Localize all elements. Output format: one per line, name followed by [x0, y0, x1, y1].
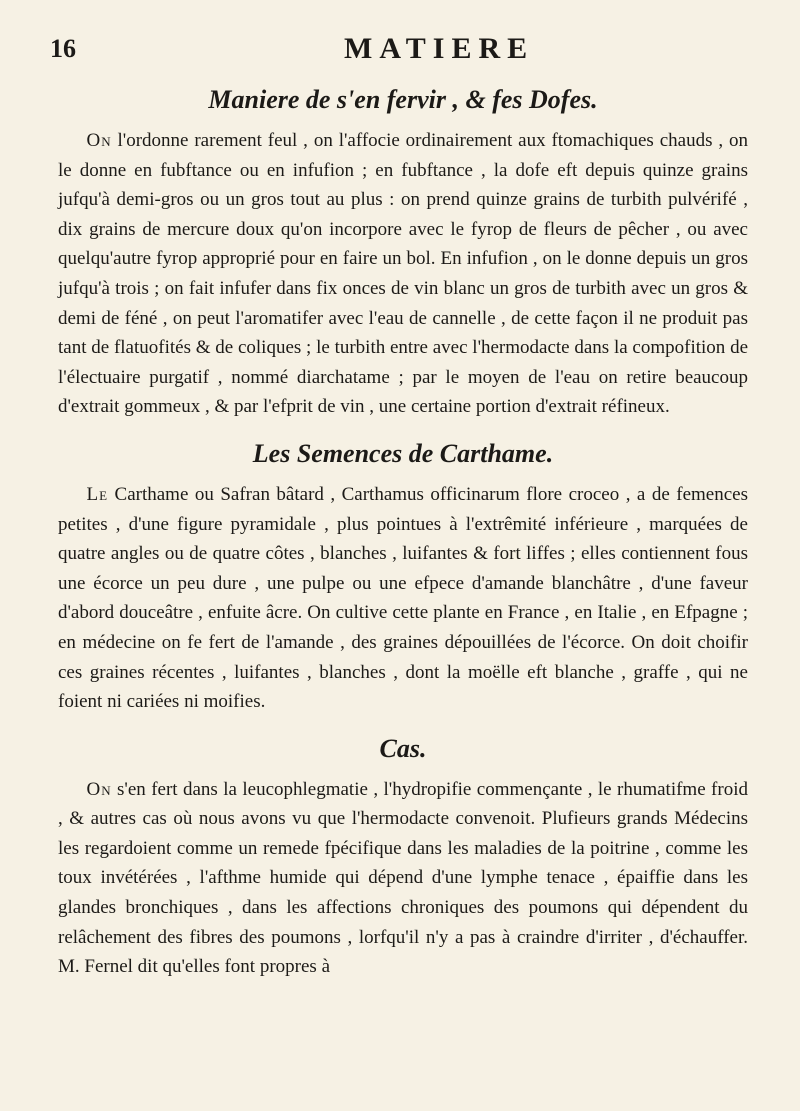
paragraph-lead: On	[86, 778, 112, 800]
page-header	[0, 34, 800, 68]
paragraph-text: l'ordonne rarement feul , on l'affocie ordinairement aux ftomachiques chauds , on le donne en fubftance ou en infufion ; en fubftance , la dofe eft depuis quinze grains jufqu'à demi-gros ou un gros tout au plus : on prend quinze grains de turbith pulvérifé , dix grains de mercure doux qu'on incorpore avec le fyrop de fleurs de pêcher , ou avec quelqu'autre fyrop approprié pour en faire un bol. En infufion , on le donne depuis un gros jufqu'à trois ; on fait infufer dans fix onces de vin blanc un gros de turbith avec un gros & demi de féné , on peut l'aromatifer avec l'eau de cannelle , de cette façon il ne produit pas tant de flatuofités & de coliques ; le turbith entre avec l'hermodacte dans la compofition de l'électuaire purgatif , nommé diarchatame ; par le moyen de l'eau on retire beaucoup d'extrait gommeux , & par l'efprit de vin , une certaine portion d'extrait réfineux.	[58, 130, 748, 418]
section-title-carthame: Les Semences de Carthame.	[252, 438, 554, 468]
paragraph-lead: Le	[86, 483, 109, 505]
page-content	[58, 82, 748, 982]
paragraph-carthame	[58, 480, 748, 717]
paragraph-text: Carthame ou Safran bâtard , Carthamus officinarum flore croceo , a de femences petites , d'une figure pyramidale , plus pointues à l'extrêmité inférieure , marquées de quatre angles ou de quatre côtes , blanches , luifantes & fort liffes ; elles contiennent fous une écorce un peu dure , une pulpe ou une efpece d'amande blanchâtre , d'une faveur d'abord douceâtre , enfuite âcre. On cultive cette plante en France , en Italie , en Efpagne ; en médecine on fe fert de l'amande , des graines dépouillées de l'écorce. On doit choifir ces graines récentes , luifantes , blanches , dont la moëlle eft blanche , graffe , qui ne foient ni cariées ni moifies.	[58, 483, 748, 713]
paragraph-text: s'en fert dans la leucophlegmatie , l'hydropifie commençante , le rhumatifme froid , & autres cas où nous avons vu que l'hermodacte convenoit. Plufieurs grands Médecins les regardoient comme un remede fpécifique dans les maladies de la poitrine , comme les toux invétérées , l'afthme humide qui dépend d'une lymphe tenace , épaiffie dans les glandes bronchiques , dans les affections chroniques des poumons qui dépendent du relâchement des fibres des poumons , lorfqu'il n'y a pas à craindre d'irriter , d'échauffer. M. Fernel dit qu'elles font propres à	[58, 778, 748, 978]
page-number: 16	[50, 34, 76, 63]
paragraph-lead: On	[86, 130, 112, 151]
section-title-cas: Cas.	[379, 733, 427, 763]
paragraph-cas	[58, 775, 748, 982]
paragraph-dosage	[58, 126, 748, 422]
section-title-dosage: Maniere de s'en fervir , & fes Dofes.	[208, 85, 598, 114]
running-head: MATIERE	[344, 32, 535, 65]
